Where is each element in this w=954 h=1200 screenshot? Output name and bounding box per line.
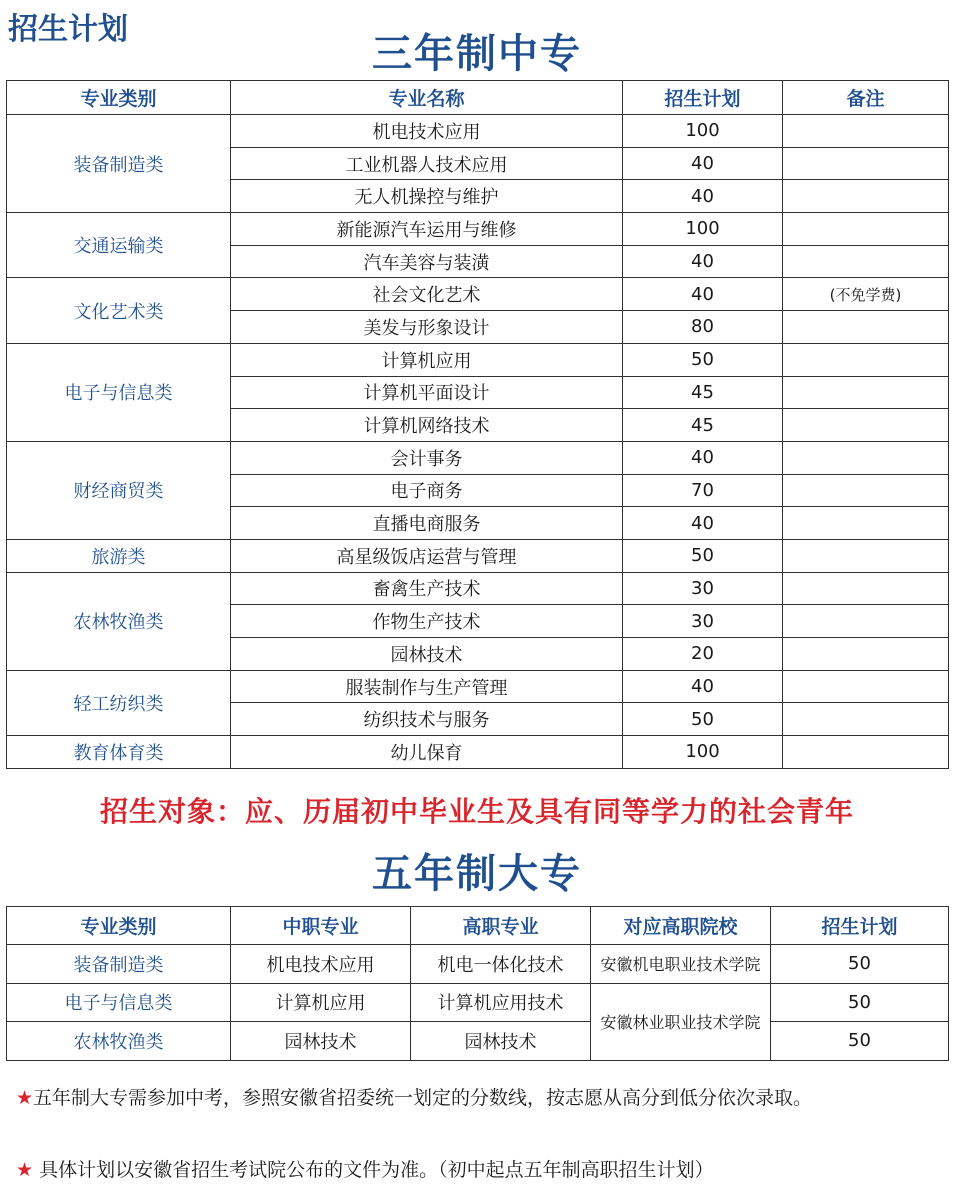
note-cell xyxy=(783,670,949,703)
higher-major-cell: 计算机应用技术 xyxy=(411,983,591,1022)
table-row xyxy=(7,343,949,376)
note-cell xyxy=(783,147,949,180)
plan-cell: 40 xyxy=(623,441,783,474)
major-cell: 美发与形象设计 xyxy=(231,311,623,344)
table-header-row xyxy=(7,81,949,115)
plan-cell: 30 xyxy=(623,605,783,638)
note-cell xyxy=(783,703,949,736)
note-cell xyxy=(783,736,949,769)
table-row xyxy=(7,441,949,474)
header-major: 专业名称 xyxy=(231,81,623,115)
five-year-title: 五年制大专 xyxy=(372,851,582,897)
header-category: 专业类别 xyxy=(7,907,231,945)
note-cell xyxy=(783,539,949,572)
plan-cell: 45 xyxy=(623,409,783,442)
category-cell: 农林牧渔类 xyxy=(7,572,231,670)
section-heading: 招生计划 xyxy=(8,12,128,47)
note-cell xyxy=(783,311,949,344)
major-cell: 高星级饭店运营与管理 xyxy=(231,539,623,572)
table-row xyxy=(7,115,949,148)
major-cell: 电子商务 xyxy=(231,474,623,507)
table-row xyxy=(7,1022,949,1061)
plan-cell: 70 xyxy=(623,474,783,507)
school-cell: 安徽林业职业技术学院 xyxy=(591,983,771,1060)
star-icon: ★ xyxy=(16,1087,34,1109)
higher-major-cell: 园林技术 xyxy=(411,1022,591,1061)
school-cell: 安徽机电职业技术学院 xyxy=(591,945,771,984)
note-cell xyxy=(783,572,949,605)
note-cell xyxy=(783,638,949,671)
table-row xyxy=(7,213,949,246)
major-cell: 机电技术应用 xyxy=(231,115,623,148)
note-cell xyxy=(783,180,949,213)
plan-cell: 50 xyxy=(623,703,783,736)
plan-cell: 50 xyxy=(771,1022,949,1061)
category-cell: 交通运输类 xyxy=(7,213,231,278)
table-header-row xyxy=(7,907,949,945)
major-cell: 计算机平面设计 xyxy=(231,376,623,409)
major-cell: 会计事务 xyxy=(231,441,623,474)
note-cell xyxy=(783,115,949,148)
plan-cell: 50 xyxy=(623,343,783,376)
table-row xyxy=(7,945,949,984)
note-cell xyxy=(783,441,949,474)
note-text: 具体计划以安徽省招生考试院公布的文件为准。（初中起点五年制高职招生计划） xyxy=(33,1159,714,1181)
header-secondary-major: 中职专业 xyxy=(231,907,411,945)
note-cell xyxy=(783,213,949,246)
note-cell xyxy=(783,474,949,507)
three-year-plan-table xyxy=(6,80,949,769)
category-cell: 文化艺术类 xyxy=(7,278,231,343)
table-row xyxy=(7,670,949,703)
note-text: 五年制大专需参加中考，参照安徽省招委统一划定的分数线，按志愿从高分到低分依次录取。 xyxy=(33,1087,813,1109)
note-cell xyxy=(783,376,949,409)
major-cell: 作物生产技术 xyxy=(231,605,623,638)
major-cell: 新能源汽车运用与维修 xyxy=(231,213,623,246)
secondary-major-cell: 机电技术应用 xyxy=(231,945,411,984)
table-row xyxy=(7,539,949,572)
major-cell: 计算机网络技术 xyxy=(231,409,623,442)
major-cell: 计算机应用 xyxy=(231,343,623,376)
table-row xyxy=(7,983,949,1022)
plan-cell: 50 xyxy=(771,945,949,984)
header-note: 备注 xyxy=(783,81,949,115)
plan-cell: 45 xyxy=(623,376,783,409)
star-icon: ★ xyxy=(16,1159,34,1181)
table-row xyxy=(7,278,949,311)
enrollment-audience: 招生对象：应、历届初中毕业生及具有同等学力的社会青年 xyxy=(99,795,854,828)
plan-cell: 100 xyxy=(623,115,783,148)
category-cell: 电子与信息类 xyxy=(7,983,231,1022)
major-cell: 幼儿保育 xyxy=(231,736,623,769)
secondary-major-cell: 计算机应用 xyxy=(231,983,411,1022)
note-cell xyxy=(783,343,949,376)
plan-cell: 50 xyxy=(623,539,783,572)
three-year-title: 三年制中专 xyxy=(372,31,582,77)
note-cell xyxy=(783,409,949,442)
major-cell: 工业机器人技术应用 xyxy=(231,147,623,180)
plan-cell: 40 xyxy=(623,278,783,311)
category-cell: 装备制造类 xyxy=(7,115,231,213)
major-cell: 汽车美容与装潢 xyxy=(231,245,623,278)
plan-cell: 80 xyxy=(623,311,783,344)
secondary-major-cell: 园林技术 xyxy=(231,1022,411,1061)
category-cell: 旅游类 xyxy=(7,539,231,572)
plan-cell: 40 xyxy=(623,670,783,703)
note-cell: (不免学费) xyxy=(783,278,949,311)
note-cell xyxy=(783,507,949,540)
header-plan: 招生计划 xyxy=(771,907,949,945)
category-cell: 财经商贸类 xyxy=(7,441,231,539)
note-cell xyxy=(783,605,949,638)
note-line xyxy=(16,1152,944,1188)
plan-cell: 40 xyxy=(623,245,783,278)
higher-major-cell: 机电一体化技术 xyxy=(411,945,591,984)
header-category: 专业类别 xyxy=(7,81,231,115)
category-cell: 教育体育类 xyxy=(7,736,231,769)
category-cell: 电子与信息类 xyxy=(7,343,231,441)
category-cell: 装备制造类 xyxy=(7,945,231,984)
table-row xyxy=(7,572,949,605)
plan-cell: 100 xyxy=(623,213,783,246)
major-cell: 畜禽生产技术 xyxy=(231,572,623,605)
plan-cell: 100 xyxy=(623,736,783,769)
plan-cell: 20 xyxy=(623,638,783,671)
plan-cell: 40 xyxy=(623,180,783,213)
major-cell: 园林技术 xyxy=(231,638,623,671)
header-higher-major: 高职专业 xyxy=(411,907,591,945)
major-cell: 无人机操控与维护 xyxy=(231,180,623,213)
plan-cell: 40 xyxy=(623,147,783,180)
five-year-plan-table xyxy=(6,906,949,1061)
table-row xyxy=(7,736,949,769)
major-cell: 服装制作与生产管理 xyxy=(231,670,623,703)
category-cell: 农林牧渔类 xyxy=(7,1022,231,1061)
header-school: 对应高职院校 xyxy=(591,907,771,945)
major-cell: 直播电商服务 xyxy=(231,507,623,540)
note-line xyxy=(16,1080,944,1116)
note-cell xyxy=(783,245,949,278)
category-cell: 轻工纺织类 xyxy=(7,670,231,735)
plan-cell: 30 xyxy=(623,572,783,605)
header-plan: 招生计划 xyxy=(623,81,783,115)
plan-cell: 50 xyxy=(771,983,949,1022)
major-cell: 社会文化艺术 xyxy=(231,278,623,311)
plan-cell: 40 xyxy=(623,507,783,540)
major-cell: 纺织技术与服务 xyxy=(231,703,623,736)
